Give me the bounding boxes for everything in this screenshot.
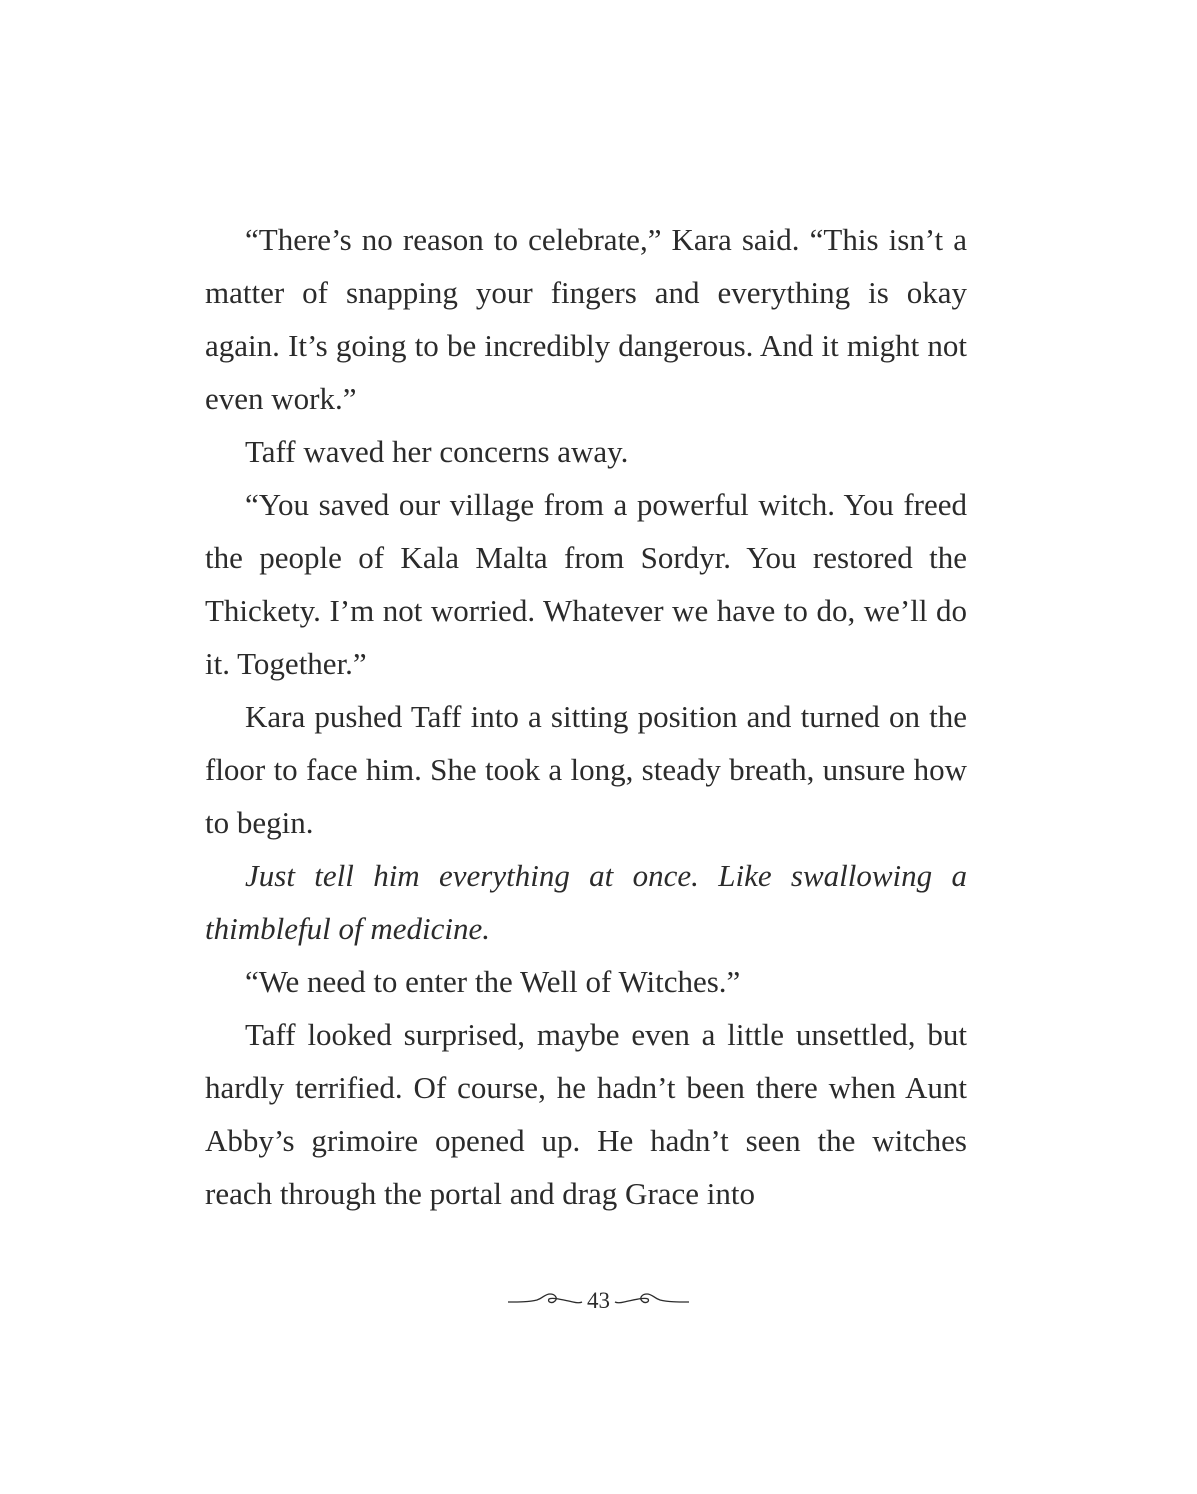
paragraph-4: Kara pushed Taff into a sitting position and turned on the floor to face him. She took a long, steady breath, unsure how to begin. <box>205 699 967 840</box>
flourish-right-icon <box>614 1291 690 1311</box>
paragraph-7: Taff looked surprised, maybe even a little unsettled, but hardly terrified. Of course, he hadn’t been there when Aunt Abby’s grimoire opened up. He hadn’t seen the witches reach through the portal and drag Grace into <box>205 1017 967 1211</box>
body-text <box>205 213 967 1220</box>
paragraph-1: “There’s no reason to celebrate,” Kara said. “This isn’t a matter of snapping your fingers and everything is okay again. It’s going to be incredibly dangerous. And it might not even work.” <box>205 222 967 416</box>
paragraph-2: Taff waved her concerns away. <box>245 434 629 469</box>
flourish-left-icon <box>507 1291 583 1311</box>
paragraph-5-italic-thought: Just tell him everything at once. Like swallowing a thimbleful of medicine. <box>205 858 967 946</box>
paragraph-6: “We need to enter the Well of Witches.” <box>245 964 741 999</box>
page-number: 43 <box>587 1288 610 1313</box>
paragraph-3: “You saved our village from a powerful witch. You freed the people of Kala Malta from Sordyr. You restored the Thickety. I’m not worried. Whatever we have to do, we’ll do it. Together.” <box>205 487 967 681</box>
page-footer <box>0 1283 1197 1319</box>
